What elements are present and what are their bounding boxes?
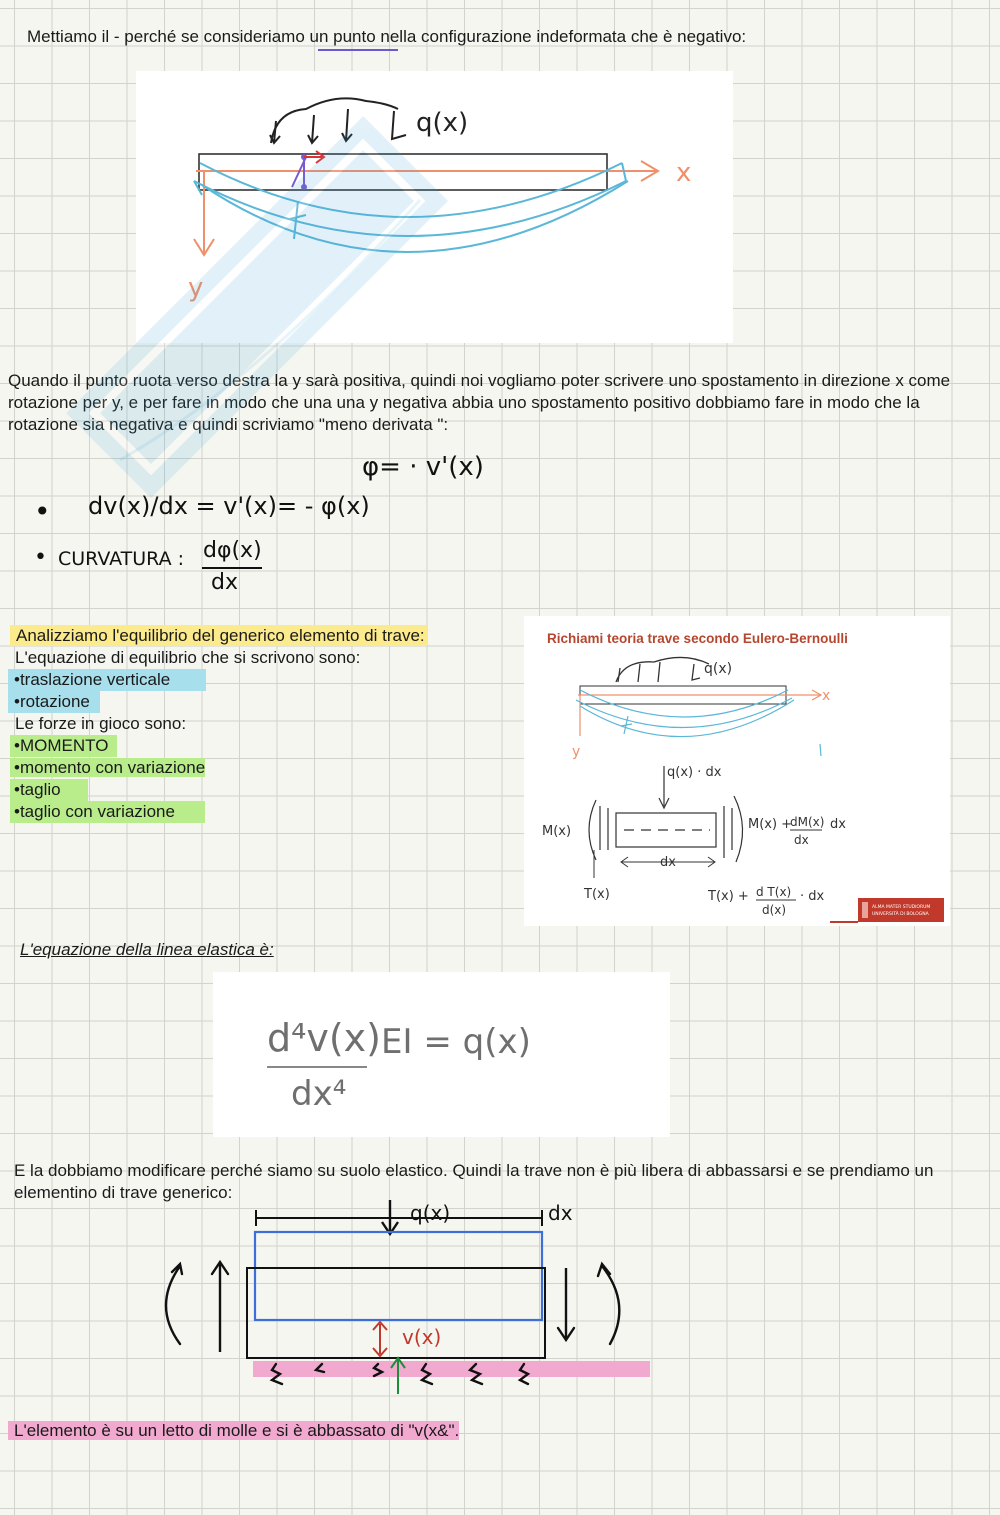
curvature-numerator: dφ(x): [203, 538, 262, 563]
equations-intro: L'equazione di equilibrio che si scrivono sono:: [15, 648, 361, 667]
beam-deformation-drawing: [136, 71, 733, 343]
dx-label: dx: [660, 855, 676, 870]
intro-text: Mettiamo il - perché se consideriamo un punto nella configurazione indeformata che è negativo:: [27, 27, 747, 46]
force-item-text: •MOMENTO: [10, 735, 117, 757]
forces-intro: Le forze in gioco sono:: [15, 714, 187, 733]
logo-line-2: UNIVERSITÀ DI BOLOGNA: [872, 912, 929, 917]
force-item-text: •momento con variazione: [10, 758, 205, 777]
shear-right-label-a: T(x) +: [708, 889, 749, 904]
force-item: [10, 735, 117, 757]
shear-right-label-b: · dx: [800, 889, 825, 904]
beam-deformation-sketch: [136, 71, 733, 343]
curvature-label: CURVATURA :: [58, 548, 185, 570]
beam-on-springs-drawing: [150, 1198, 650, 1403]
fraction-bar: [202, 567, 262, 569]
moment-right-den: dx: [794, 833, 809, 847]
bullet-2: •: [34, 545, 47, 570]
displacement-label: v(x): [402, 1325, 442, 1349]
elastic-line-equation: [213, 972, 670, 1137]
moment-right-label-b: dx: [830, 817, 846, 832]
y-axis-label: y: [188, 273, 204, 303]
equation-item: [8, 669, 206, 691]
slide-drawing: [524, 616, 950, 926]
force-item-text: •taglio: [10, 779, 88, 801]
equilibrium-heading: [10, 625, 427, 647]
slide-title: Richiami teoria trave secondo Eulero-Bernoulli: [547, 631, 848, 646]
load-q-label: q(x): [410, 1201, 451, 1225]
distributed-load-label: q(x) · dx: [667, 765, 722, 780]
dx-dimension-label: dx: [548, 1201, 573, 1225]
shear-left-label: T(x): [584, 887, 610, 902]
lecture-slide: [524, 616, 950, 926]
equation-fraction-bar: [267, 1066, 367, 1068]
equilibrium-heading-text: Analizziamo l'equilibrio del generico elemento di trave:: [10, 625, 427, 646]
shear-right-den: d(x): [762, 903, 787, 917]
equation-item-text: •traslazione verticale: [8, 669, 206, 691]
slide-x-label: x: [822, 688, 831, 704]
force-item: [10, 801, 205, 823]
phi-definition: φ= · v'(x): [362, 452, 484, 482]
derivative-relation: dv(x)/dx = v'(x)= - φ(x): [88, 492, 370, 520]
x-axis-label: x: [676, 158, 692, 188]
moment-left-label: M(x): [542, 824, 572, 839]
elastic-line-heading: L'equazione della linea elastica è:: [20, 940, 274, 959]
logo-line-1: ALMA MATER STUDIORUM: [872, 905, 931, 910]
slide-load-label: q(x): [704, 661, 733, 677]
equation-item-text: •rotazione: [8, 691, 100, 713]
elastic-soil-paragraph: E la dobbiamo modificare perché siamo su suolo elastico. Quindi la trave non è più libera di abbassarsi e se prendiamo un elementino di trave generico:: [14, 1161, 934, 1202]
cursor-underline: [318, 49, 398, 51]
equation-rhs: EI = q(x): [381, 1022, 531, 1062]
equation-numerator: d⁴v(x): [267, 1016, 381, 1060]
shear-right-num: d T(x): [756, 885, 792, 899]
load-label: q(x): [416, 108, 469, 138]
force-item-text: •taglio con variazione: [10, 801, 205, 823]
force-item: [10, 779, 88, 801]
slide-y-label: y: [572, 744, 581, 760]
force-item: [10, 757, 205, 779]
beam-on-springs-sketch: [150, 1198, 650, 1403]
equation-denominator: dx⁴: [291, 1074, 347, 1114]
conclusion-text: L'elemento è su un letto di molle e si è abbassato di "v(x&".: [8, 1421, 459, 1440]
moment-right-label-a: M(x) +: [748, 817, 793, 832]
explanation-paragraph: Quando il punto ruota verso destra la y sarà positiva, quindi noi vogliamo poter scrivere uno spostamento in direzione x come rotazione per y, e per fare in modo che una una y negativa abbia uno spostamento positivo dobbiamo fare in modo che la rotazione sia negativa e quindi scriviamo "meno derivata ":: [8, 371, 951, 434]
conclusion: [8, 1420, 459, 1442]
university-logo: [858, 898, 944, 922]
bullet-1: •: [34, 495, 51, 528]
moment-right-num: dM(x): [790, 815, 825, 829]
equation-item: [8, 691, 100, 713]
curvature-denominator: dx: [211, 570, 238, 595]
